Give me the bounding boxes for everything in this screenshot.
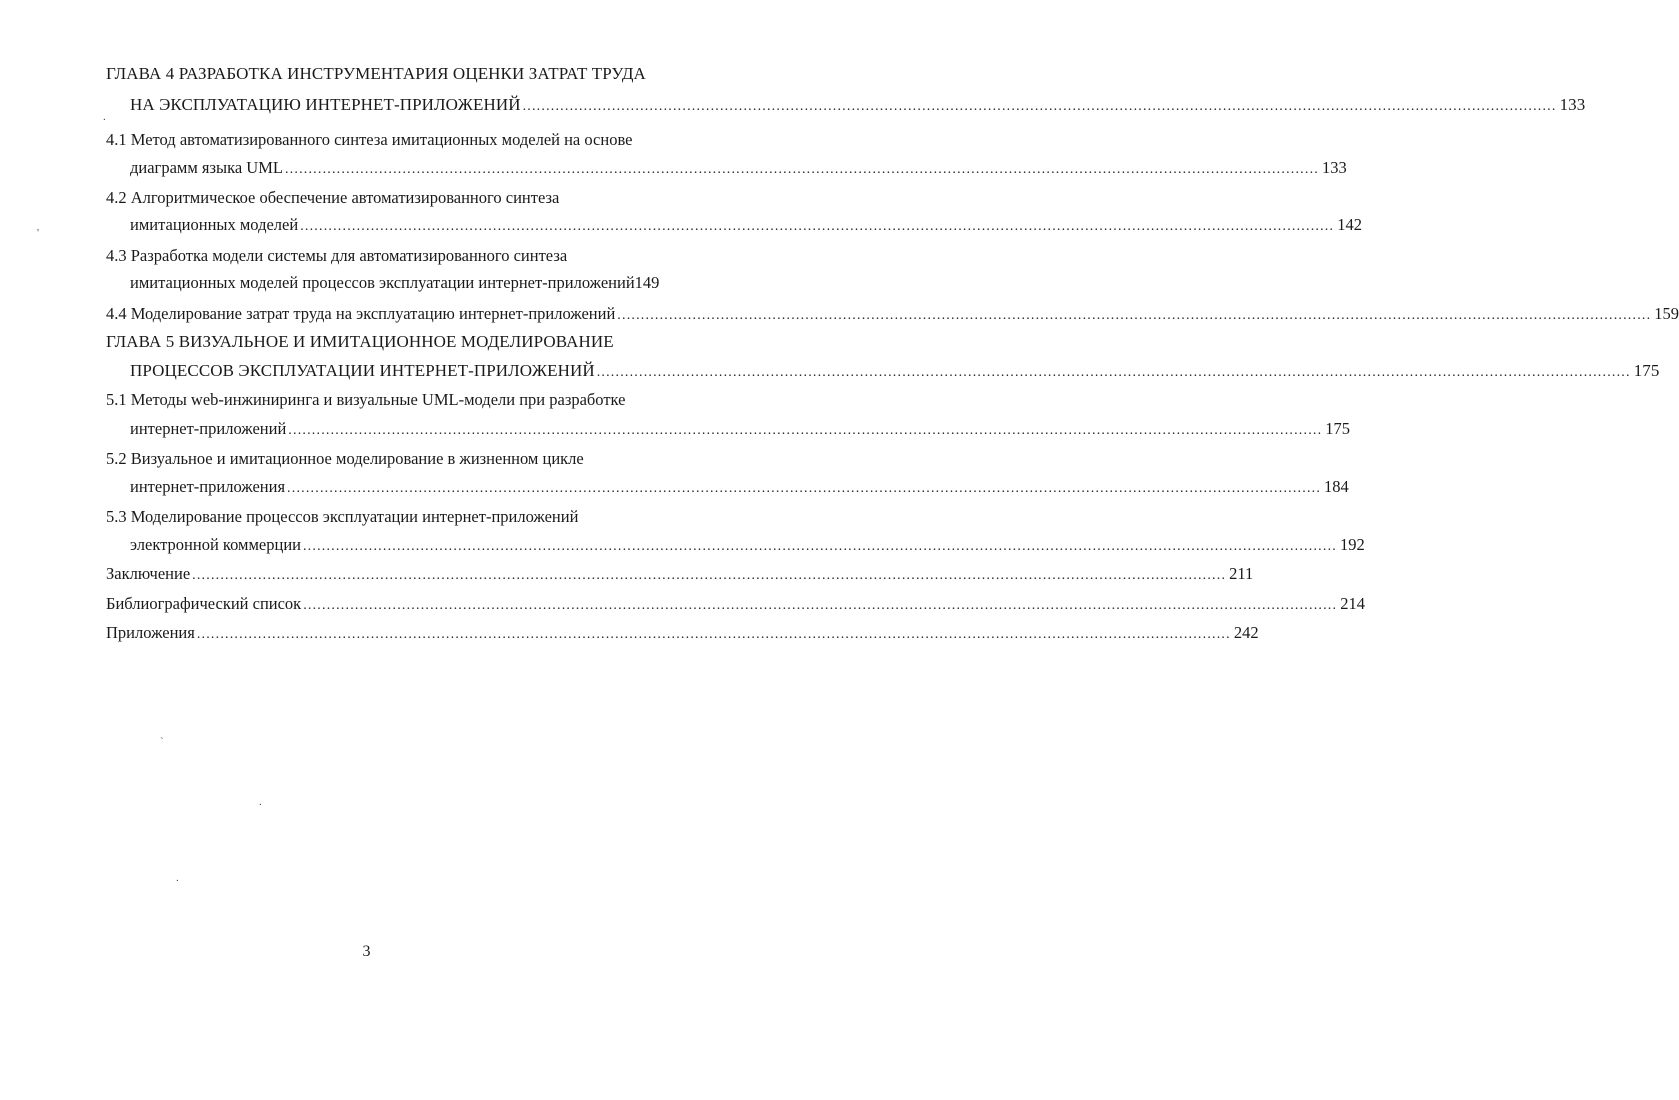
section-5-1-page: 175 bbox=[1325, 419, 1351, 438]
section-4-1-page: 133 bbox=[1321, 158, 1347, 177]
dot-leader: ............................................................................................................................................................................................................................ bbox=[522, 99, 1557, 114]
dot-leader: ............................................................................................................................................................................................................................ bbox=[302, 539, 1337, 554]
section-5-1-title-line-1: 5.1 Методы web-инжиниринга и визуальные UML-модели при разработке bbox=[106, 390, 626, 409]
chapter-4-title-line-2: НА ЭКСПЛУАТАЦИЮ ИНТЕРНЕТ-ПРИЛОЖЕНИЙ bbox=[130, 95, 521, 114]
section-4-2-page: 142 bbox=[1337, 215, 1362, 234]
dot-leader: ............................................................................................................................................................................................................................ bbox=[303, 598, 1338, 613]
scan-speck: ` bbox=[160, 736, 164, 748]
section-5-3-page: 192 bbox=[1339, 535, 1365, 554]
dot-leader: ............................................................................................................................................................................................................................ bbox=[596, 365, 1631, 380]
scan-speck: ' bbox=[37, 227, 39, 239]
section-4-4-page: 159 bbox=[1654, 304, 1679, 323]
dot-leader: ............................................................................................................................................................................................................................ bbox=[288, 423, 1323, 438]
section-5-3-title-line-2: электронной коммерции bbox=[130, 535, 301, 554]
section-4-3-page: 149 bbox=[634, 273, 660, 292]
section-4-1-title-line-2: диаграмм языка UML bbox=[130, 158, 283, 177]
chapter-4-page: 133 bbox=[1559, 95, 1586, 114]
conclusion-title: Заключение bbox=[106, 564, 191, 583]
dot-leader: ............................................................................................................................................................................................................................ bbox=[196, 627, 1231, 642]
dot-leader: ............................................................................................................................................................................................................................ bbox=[284, 162, 1319, 177]
conclusion-page: 211 bbox=[1229, 564, 1254, 583]
bibliography-title: Библиографический список bbox=[106, 594, 302, 613]
section-4-4-title: 4.4 Моделирование затрат труда на эксплуатацию интернет-приложений bbox=[106, 304, 616, 323]
section-5-2-title-line-2: интернет-приложения bbox=[130, 477, 286, 496]
appendices-page: 242 bbox=[1233, 623, 1259, 642]
section-4-3-title-line-2: имитационных моделей процессов эксплуатации интернет-приложений bbox=[130, 273, 635, 292]
section-4-2-title-line-2: имитационных моделей bbox=[130, 215, 299, 234]
section-4-1-title-line-1: 4.1 Метод автоматизированного синтеза имитационных моделей на основе bbox=[106, 130, 633, 149]
scan-speck: . bbox=[176, 872, 179, 884]
section-4-3-title-line-1: 4.3 Разработка модели системы для автоматизированного синтеза bbox=[106, 246, 568, 265]
section-4-2-title-line-1: 4.2 Алгоритмическое обеспечение автоматизированного синтеза bbox=[106, 188, 560, 207]
page-number: 3 bbox=[362, 943, 371, 960]
scan-speck: . bbox=[103, 111, 106, 123]
chapter-5-title-line-1: ГЛАВА 5 ВИЗУАЛЬНОЕ И ИМИТАЦИОННОЕ МОДЕЛИРОВАНИЕ bbox=[106, 332, 614, 351]
dot-leader: ............................................................................................................................................................................................................................ bbox=[300, 219, 1335, 234]
chapter-5-page: 175 bbox=[1633, 361, 1660, 380]
bibliography-page: 214 bbox=[1340, 594, 1365, 613]
section-5-2-title-line-1: 5.2 Визуальное и имитационное моделирование в жизненном цикле bbox=[106, 449, 584, 468]
section-5-2-page: 184 bbox=[1324, 477, 1349, 496]
dot-leader: ............................................................................................................................................................................................................................ bbox=[192, 568, 1227, 583]
appendices-title: Приложения bbox=[106, 623, 195, 642]
chapter-4-title-line-1: ГЛАВА 4 РАЗРАБОТКА ИНСТРУМЕНТАРИЯ ОЦЕНКИ ЗАТРАТ ТРУДА bbox=[106, 64, 646, 83]
dot-leader: ............................................................................................................................................................................................................................ bbox=[617, 308, 1652, 323]
section-5-1-title-line-2: интернет-приложений bbox=[130, 419, 287, 438]
dot-leader: ............................................................................................................................................................................................................................ bbox=[287, 481, 1322, 496]
chapter-5-title-line-2: ПРОЦЕССОВ ЭКСПЛУАТАЦИИ ИНТЕРНЕТ-ПРИЛОЖЕНИЙ bbox=[130, 361, 595, 380]
scan-speck: . bbox=[259, 796, 262, 808]
section-5-3-title-line-1: 5.3 Моделирование процессов эксплуатации интернет-приложений bbox=[106, 507, 579, 526]
